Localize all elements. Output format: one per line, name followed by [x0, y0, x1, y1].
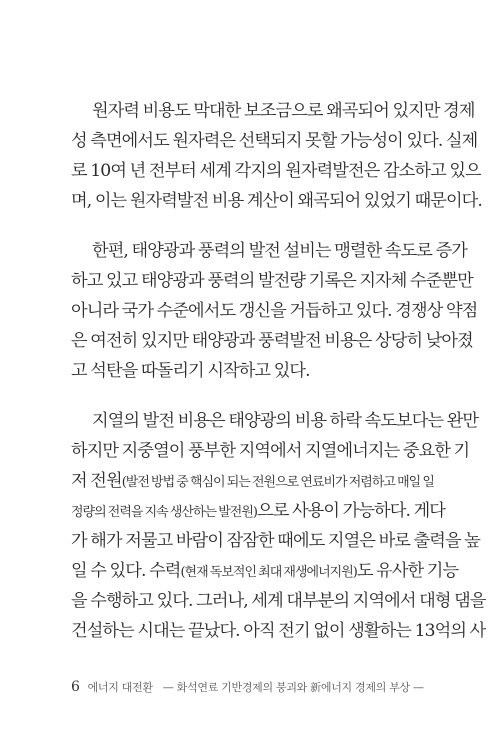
text-line: 하지만 지중열이 풍부한 지역에서 지열에너지는 중요한 기 — [71, 441, 470, 461]
inline-note: (현재 독보적인 최대 재생에너지원) — [180, 565, 357, 580]
text-line: 하고 있고 태양광과 풍력의 발전량 기록은 지자체 수준뿐만 — [71, 271, 473, 291]
text-line: 성 측면에서도 원자력은 선택되지 못할 가능성이 있다. 실제 — [71, 131, 478, 151]
text-line: 한편, 태양광과 풍력의 발전 설비는 맹렬한 속도로 증가 — [92, 241, 467, 261]
text-run: 일 수 있다. 수력 — [71, 561, 181, 581]
inline-note: (발전 방법 중 핵심이 되는 전원으로 연료비가 저렴하고 매일 일 — [121, 475, 434, 490]
text-line: 아니라 국가 수준에서도 갱신을 거듭하고 있다. 경쟁상 약점 — [71, 301, 478, 321]
book-title: 에너지 대전환 — [87, 681, 153, 694]
text-line — [71, 560, 459, 584]
book-subtitle: — 화석연료 기반경제의 붕괴와 新에너지 경제의 부상 — — [162, 681, 424, 694]
page-number: 6 — [71, 679, 80, 695]
inline-note: 정량의 전력을 지속 생산하는 발전원) — [71, 505, 257, 520]
text-line: 고 석탄을 따돌리기 시작하고 있다. — [71, 361, 310, 381]
text-line: 며, 이는 원자력발전 비용 계산이 왜곡되어 있었기 때문이다. — [71, 191, 482, 211]
text-line — [71, 500, 445, 524]
text-line: 지열의 발전 비용은 태양광의 비용 하락 속도보다는 완만 — [92, 411, 479, 431]
text-line: 원자력 비용도 막대한 보조금으로 왜곡되어 있지만 경제 — [92, 101, 475, 121]
text-line: 건설하는 시대는 끝났다. 아직 전기 없이 생활하는 13억의 사 — [71, 621, 486, 641]
text-line: 가 해가 저물고 바람이 잠잠한 때에도 지열은 바로 출력을 높 — [71, 531, 480, 551]
text-line: 을 수행하고 있다. 그러나, 세계 대부분의 지역에서 대형 댐을 — [71, 591, 486, 611]
text-run: 으로 사용이 가능하다. 게다 — [256, 501, 445, 521]
text-run: 도 유사한 기능 — [356, 561, 459, 581]
page-footer — [71, 679, 431, 695]
text-line: 은 여전히 있지만 태양광과 풍력발전 비용은 상당히 낮아졌 — [71, 331, 473, 351]
text-line — [71, 470, 434, 494]
text-run: 저 전원 — [71, 471, 122, 491]
text-line: 로 10여 년 전부터 세계 각지의 원자력발전은 감소하고 있으 — [71, 161, 481, 181]
